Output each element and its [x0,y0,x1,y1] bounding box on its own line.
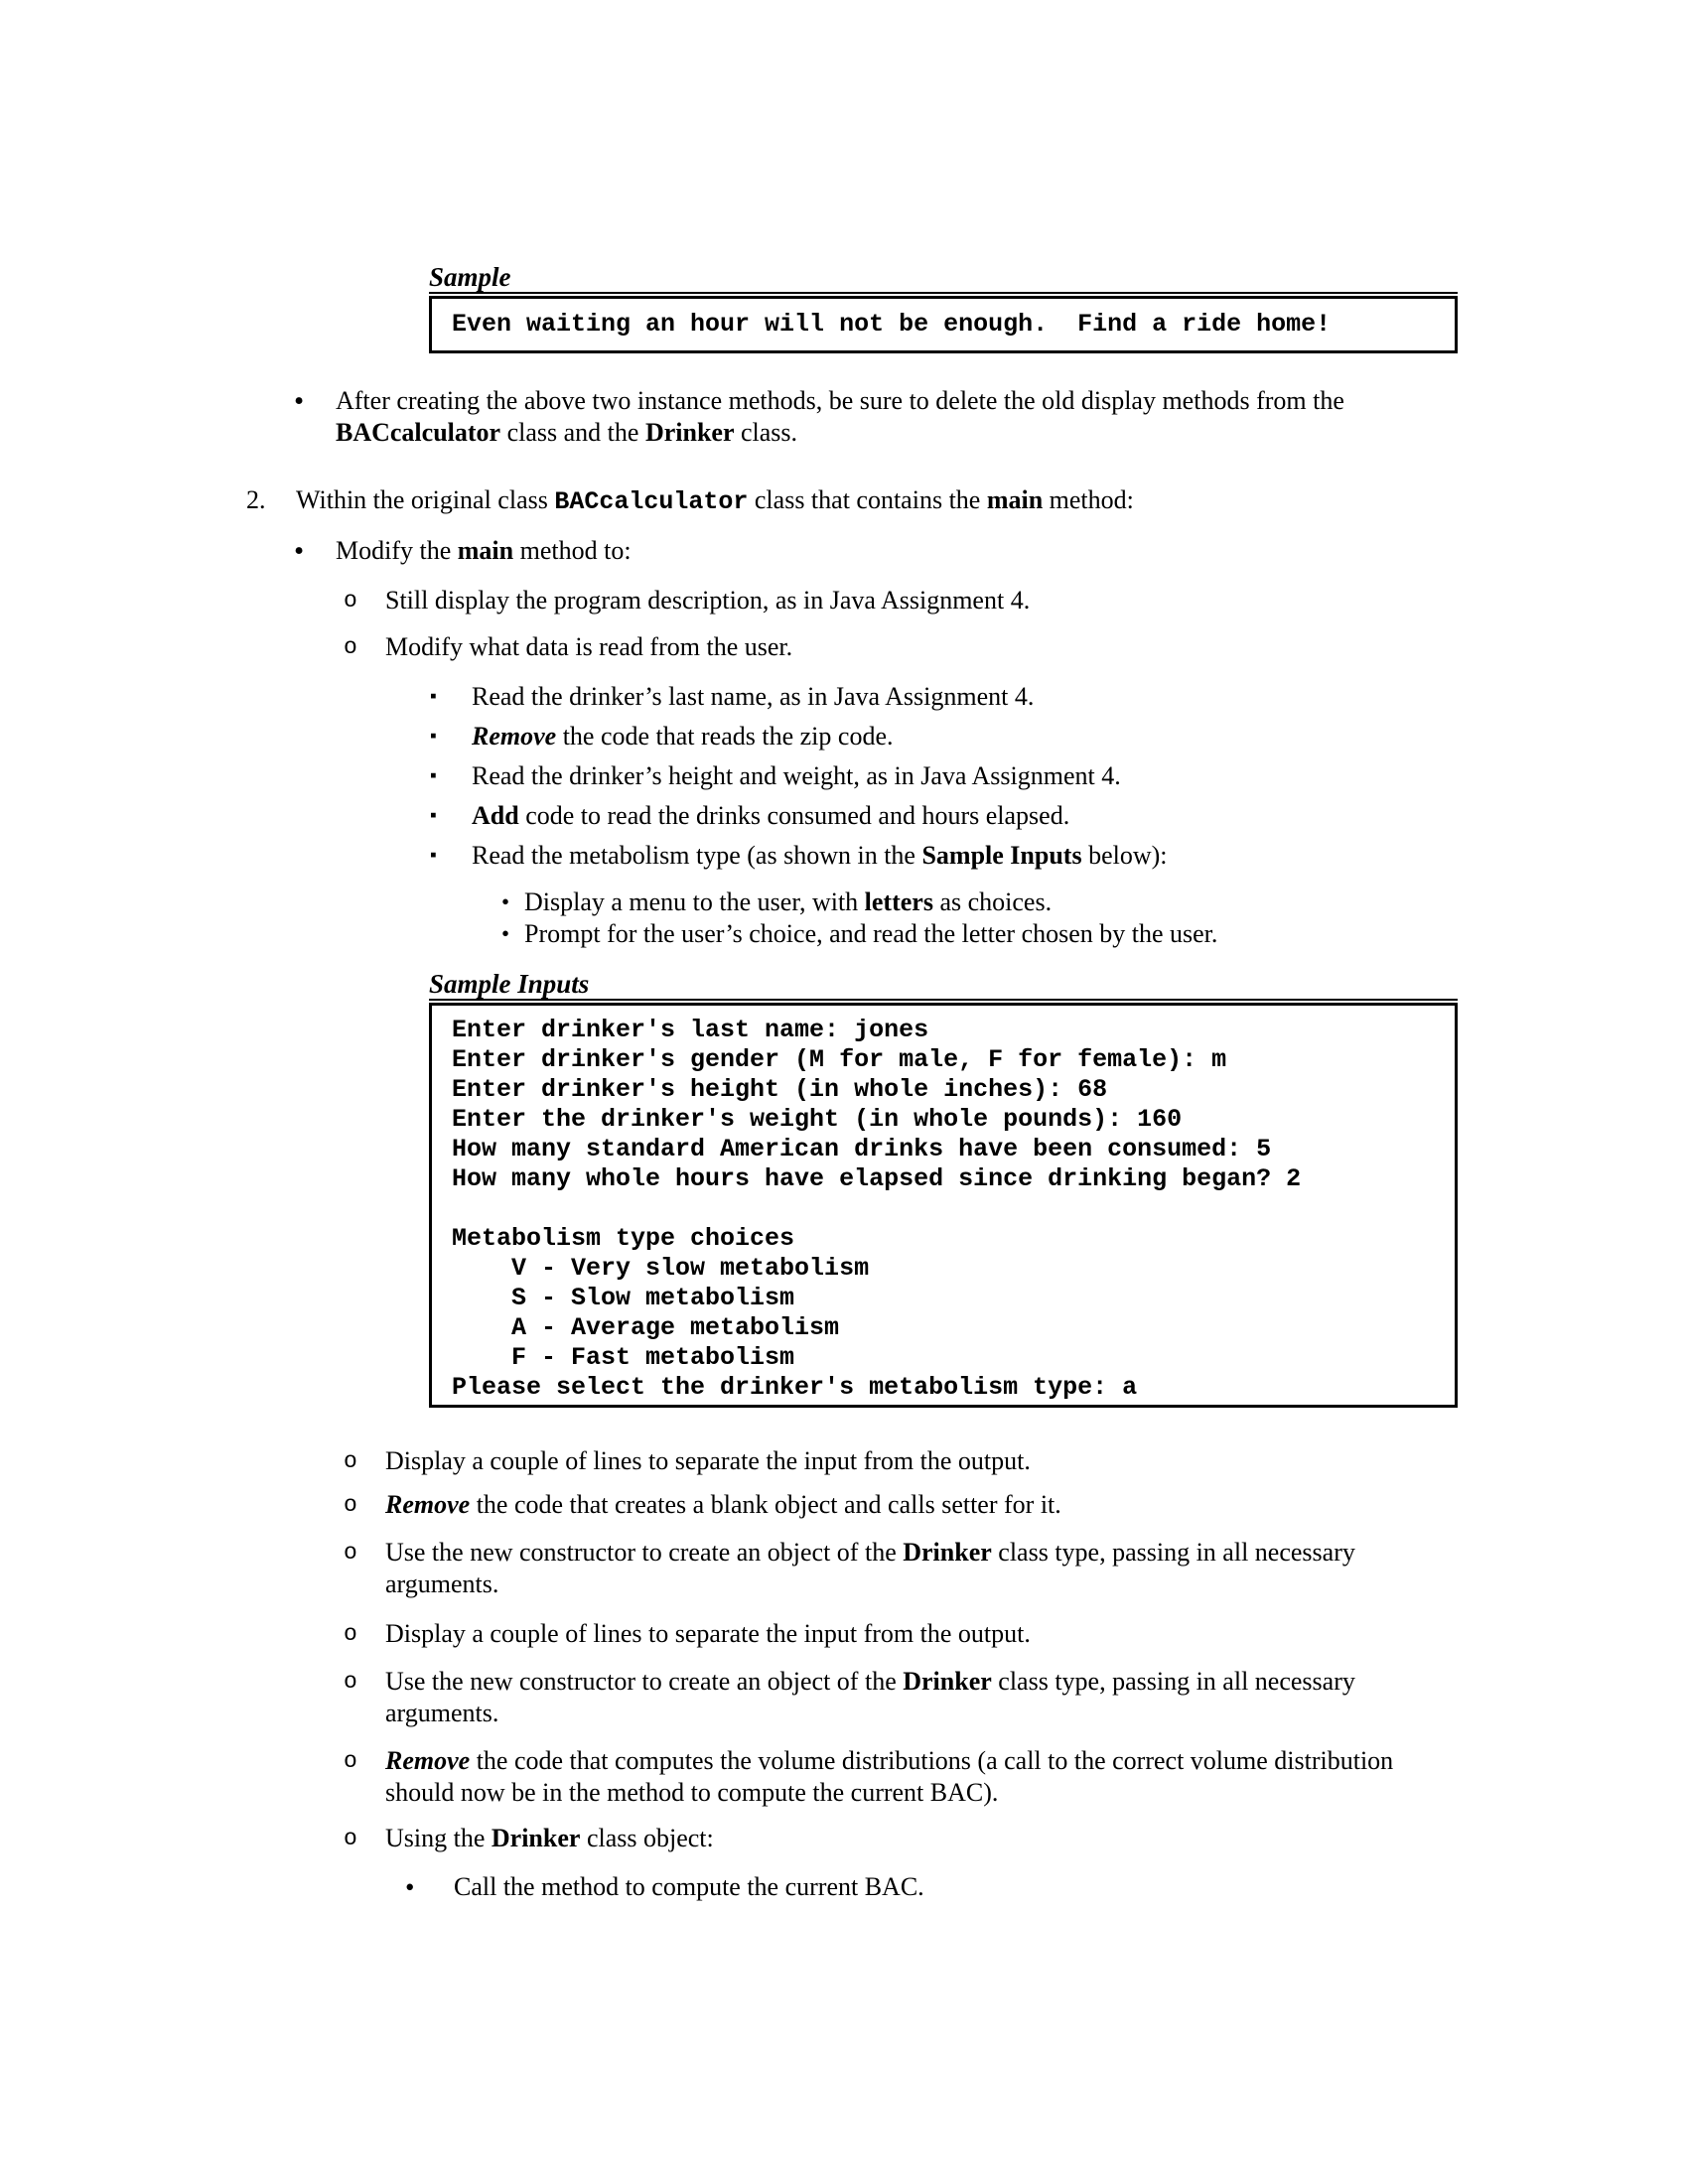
list-marker: o [344,1621,357,1647]
list-item-prompt-choice [501,918,1460,950]
text-run: Using the [385,1824,492,1852]
text-run: Display a couple of lines to separate the input from the output. [385,1446,1031,1475]
code-line [452,1194,1455,1224]
list-item-display-separator-1 [344,1445,1460,1477]
list-item-use-constructor-2 [344,1666,1460,1729]
list-text [385,1445,1460,1477]
text-run: Still display the program description, as in Java Assignment 4. [385,586,1031,614]
list-item-display-separator-2 [344,1618,1460,1650]
text-run: Remove [472,722,557,751]
code-line: Enter drinker's gender (M for male, F for female): m [452,1045,1227,1074]
list-marker: o [344,1826,357,1851]
list-item-read-last-name [430,681,1460,713]
text-run: Use the new constructor to create an object of the [385,1667,904,1696]
list-text [336,385,1460,449]
list-marker: ▪ [430,845,437,866]
list-text [385,1618,1460,1650]
list-text [296,484,1460,518]
text-run: code to read the drinks consumed and hours elapsed. [518,801,1070,830]
text-run: class type, passing in all necessary arguments. [385,1667,1355,1727]
list-item-call-compute-bac [405,1871,1460,1903]
list-marker: ▪ [430,726,437,747]
text-run: Display a couple of lines to separate the input from the output. [385,1619,1031,1648]
list-marker: • [294,535,305,567]
list-marker: • [294,385,305,417]
list-marker: ▪ [430,686,437,707]
text-run: Sample Inputs [921,841,1082,870]
list-text [454,1871,1460,1903]
list-text [524,918,1460,950]
list-text [385,1823,1460,1854]
text-run: Modify the [336,536,458,565]
text-run: class and the [500,418,645,447]
code-line: S - Slow metabolism [452,1284,795,1312]
text-run: letters [864,887,933,916]
code-line: V - Very slow metabolism [452,1254,870,1283]
text-run: below): [1081,841,1168,870]
text-run: as choices. [932,887,1053,916]
code-line: How many whole hours have elapsed since drinking began? 2 [452,1164,1302,1193]
code-line: Metabolism type choices [452,1224,795,1253]
code-line: Enter drinker's last name: jones [452,1016,929,1044]
list-item-using-drinker [344,1823,1460,1854]
list-text [385,1489,1460,1521]
code-line: Enter the drinker's weight (in whole pounds): 160 [452,1105,1183,1134]
list-text [472,760,1460,792]
text-run: Use the new constructor to create an object of the [385,1538,904,1567]
text-run: BACcalculator [336,418,501,447]
list-text [385,631,1460,663]
text-run: class that contains the [748,485,987,514]
code-line: Enter drinker's height (in whole inches): 68 [452,1075,1108,1104]
list-item-add-drinks-hours [430,800,1460,832]
text-run: Drinker [491,1824,581,1852]
text-run: class object: [580,1824,714,1852]
list-marker: • [405,1872,415,1902]
list-marker: ▪ [430,765,437,786]
list-item-use-constructor-1 [344,1537,1460,1600]
list-item-after-creating [294,385,1460,449]
code-line: A - Average metabolism [452,1313,840,1342]
list-item-item-2 [246,484,1460,518]
list-marker: o [344,1492,357,1518]
sample-inputs-heading: Sample Inputs [429,969,1458,1001]
list-text [472,681,1460,713]
text-run: the code that creates a blank object and calls setter for it. [470,1490,1061,1519]
code-line: Even waiting an hour will not be enough. Find a ride home! [452,310,1332,339]
text-run: Add [472,801,519,830]
text-run: Within the original class [296,485,555,514]
text-run: After creating the above two instance methods, be sure to delete the old display methods from the [336,386,1344,415]
code-line: F - Fast metabolism [452,1343,795,1372]
list-marker: • [501,889,510,914]
list-item-remove-volume [344,1745,1460,1809]
list-text [385,1745,1460,1809]
text-run: Modify what data is read from the user. [385,632,793,661]
code-line: Please select the drinker's metabolism type: a [452,1373,1138,1402]
list-marker: o [344,1540,357,1566]
text-run: Display a menu to the user, with [524,887,865,916]
text-run: the code that reads the zip code. [556,722,894,751]
list-text [385,1666,1460,1729]
list-text [472,721,1460,752]
list-marker: 2. [246,485,266,514]
list-item-remove-blank-object [344,1489,1460,1521]
list-marker: o [344,1748,357,1774]
text-run: Drinker [903,1538,992,1567]
list-item-read-metabolism [430,840,1460,872]
text-run: class type, passing in all necessary arguments. [385,1538,1355,1598]
text-run: Remove [385,1746,471,1775]
list-marker: o [344,634,357,660]
text-run: Drinker [644,418,735,447]
text-run: method: [1043,485,1134,514]
list-text [385,1537,1460,1600]
sample-output-box [429,296,1458,353]
list-text [472,800,1460,832]
text-run: main [457,536,514,565]
list-marker: o [344,588,357,614]
text-run: Read the metabolism type (as shown in the [472,841,922,870]
text-run: Read the drinker’s height and weight, as in Java Assignment 4. [472,761,1121,790]
list-text [336,535,1460,567]
code-line: How many standard American drinks have been consumed: 5 [452,1135,1272,1163]
list-item-still-display [344,585,1460,616]
text-run: Remove [385,1490,471,1519]
text-run: Drinker [903,1667,992,1696]
list-text [524,887,1460,918]
text-run: Read the drinker’s last name, as in Java Assignment 4. [472,682,1035,711]
list-marker: • [501,921,510,946]
text-run: the code that computes the volume distributions (a call to the correct volume distribution should now be in the method to compute the current BAC). [385,1746,1394,1807]
sample-inputs-box [429,1003,1458,1408]
list-item-display-menu [501,887,1460,918]
text-run: BACcalculator [554,487,749,516]
list-marker: o [344,1669,357,1695]
list-item-read-height-weight [430,760,1460,792]
sample-heading: Sample [429,262,1458,294]
text-run: Call the method to compute the current BAC. [454,1872,924,1901]
list-text [385,585,1460,616]
list-item-modify-main [294,535,1460,567]
list-text [472,840,1460,872]
list-marker: ▪ [430,805,437,826]
list-item-modify-data [344,631,1460,663]
text-run: main [986,485,1044,514]
list-marker: o [344,1448,357,1474]
list-item-remove-zip [430,721,1460,752]
text-run: Prompt for the user’s choice, and read the letter chosen by the user. [524,919,1218,948]
text-run: method to: [513,536,632,565]
text-run: class. [734,418,798,447]
